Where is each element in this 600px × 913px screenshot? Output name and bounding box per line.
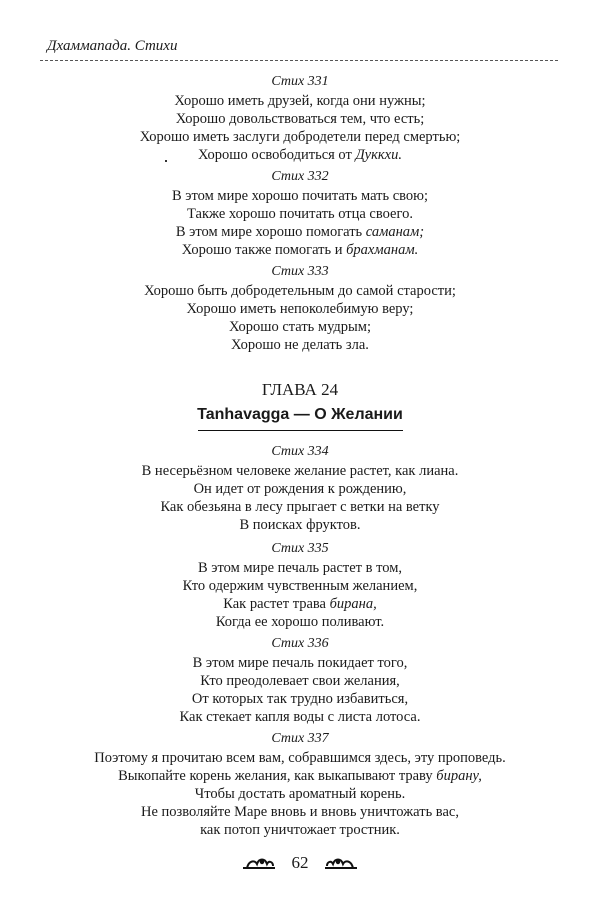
verse-line: [0, 480, 600, 498]
chapter-title-underline: [198, 430, 403, 431]
verse-line-text: Хорошо иметь заслуги добродетели перед смертью;: [139, 129, 461, 145]
verse-337: [0, 731, 600, 839]
verse-line-text: Хорошо иметь друзей, когда они нужны;: [174, 93, 426, 109]
verse-line-text: Хорошо также помогать и: [181, 242, 347, 258]
verse-line: [0, 300, 600, 318]
verse-line: [0, 559, 600, 577]
verse-line: [0, 690, 600, 708]
verse-line-text: Хорошо иметь непоколебимую веру;: [186, 301, 414, 317]
verse-line: [0, 241, 600, 259]
verse-line: [0, 654, 600, 672]
verse-line: [0, 803, 600, 821]
right-ornament-icon: [323, 856, 359, 870]
verse-line: [0, 821, 600, 839]
verse-line-italic-term: Дуккхи.: [355, 147, 402, 163]
verse-335: [0, 541, 600, 631]
verse-331: [0, 74, 600, 164]
verse-line-text: Хорошо быть добродетельным до самой старости;: [144, 283, 456, 299]
verse-336: [0, 636, 600, 726]
verse-title: Стих 333: [271, 264, 329, 279]
chapter-title: Tanhavagga — О Желании: [197, 406, 403, 423]
verse-line: [0, 595, 600, 613]
verse-line-text: Как обезьяна в лесу прыгает с ветки на ветку: [160, 499, 440, 515]
verse-line-text: В этом мире хорошо почитать мать свою;: [171, 188, 428, 204]
verse-line: [0, 187, 600, 205]
verse-line-text: В этом мире хорошо помогать: [175, 224, 366, 240]
verse-title: Стих 337: [271, 731, 329, 746]
verse-line-text: От которых так трудно избавиться,: [191, 691, 409, 707]
verse-line-text: Когда ее хорошо поливают.: [215, 614, 385, 630]
verse-line-text: Кто одержим чувственным желанием,: [182, 578, 418, 594]
running-header: Дхаммапада. Стихи: [47, 38, 178, 54]
verse-line: [0, 223, 600, 241]
chapter-number: ГЛАВА 24: [261, 380, 339, 399]
verse-line: [0, 336, 600, 354]
verse-line: [0, 146, 600, 164]
verse-title: Стих 335: [271, 541, 329, 556]
verse-line: [0, 672, 600, 690]
verse-line-text: В поисках фруктов.: [239, 517, 361, 533]
verse-line-text: Хорошо довольствоваться тем, что есть;: [175, 111, 425, 127]
left-ornament-icon: [241, 856, 277, 870]
verse-line-text: Также хорошо почитать отца своего.: [187, 206, 413, 222]
verse-line-text: как потоп уничтожает тростник.: [200, 822, 400, 838]
verse-line-text: В несерьёзном человеке желание растет, как лиана.: [141, 463, 459, 479]
verse-332: [0, 169, 600, 259]
verse-line: [0, 110, 600, 128]
verse-line-text: Чтобы достать ароматный корень.: [194, 786, 406, 802]
verse-line-italic-term: бирану,: [436, 768, 482, 784]
verse-title: Стих 334: [271, 444, 329, 459]
verse-334: [0, 444, 600, 534]
verse-line-text: Как стекает капля воды с листа лотоса.: [179, 709, 421, 725]
verse-line: [0, 516, 600, 534]
verse-line: [0, 749, 600, 767]
verse-line-text: В этом мире печаль растет в том,: [197, 560, 403, 576]
verse-line-text: Кто преодолевает свои желания,: [200, 673, 400, 689]
verse-title: Стих 332: [271, 169, 329, 184]
verse-line: [0, 498, 600, 516]
verse-line: [0, 282, 600, 300]
verse-line: [0, 205, 600, 223]
verse-line: [0, 708, 600, 726]
verse-title: Стих 336: [271, 636, 329, 651]
verse-line-text: Он идет от рождения к рождению,: [193, 481, 407, 497]
verse-line-text: Хорошо освободиться от: [198, 147, 356, 163]
verse-line: [0, 767, 600, 785]
header-divider: [40, 60, 558, 61]
page-footer: [0, 852, 600, 873]
verse-line: [0, 785, 600, 803]
verse-line: [0, 92, 600, 110]
verse-line-text: Выкопайте корень желания, как выкапывают траву: [118, 768, 437, 784]
verse-333: [0, 264, 600, 354]
page-number: 62: [291, 853, 309, 873]
verse-line-text: Хорошо стать мудрым;: [228, 319, 372, 335]
verse-line-italic-term: саманам;: [365, 224, 425, 240]
verse-line-text: Не позволяйте Маре вновь и вновь уничтожать вас,: [141, 804, 459, 820]
verse-line-text: В этом мире печаль покидает того,: [192, 655, 408, 671]
verse-line-italic-term: брахманам.: [346, 242, 419, 258]
verse-line: [0, 128, 600, 146]
verse-line-text: Поэтому я прочитаю всем вам, собравшимся здесь, эту проповедь.: [94, 750, 506, 766]
verse-line: [0, 462, 600, 480]
verse-title: Стих 331: [271, 74, 329, 89]
verse-line: [0, 613, 600, 631]
verse-line-text: Хорошо не делать зла.: [231, 337, 369, 353]
verse-line-italic-term: бирана,: [329, 596, 377, 612]
verse-line-text: Как растет трава: [223, 596, 330, 612]
verse-line: [0, 318, 600, 336]
verse-line: [0, 577, 600, 595]
